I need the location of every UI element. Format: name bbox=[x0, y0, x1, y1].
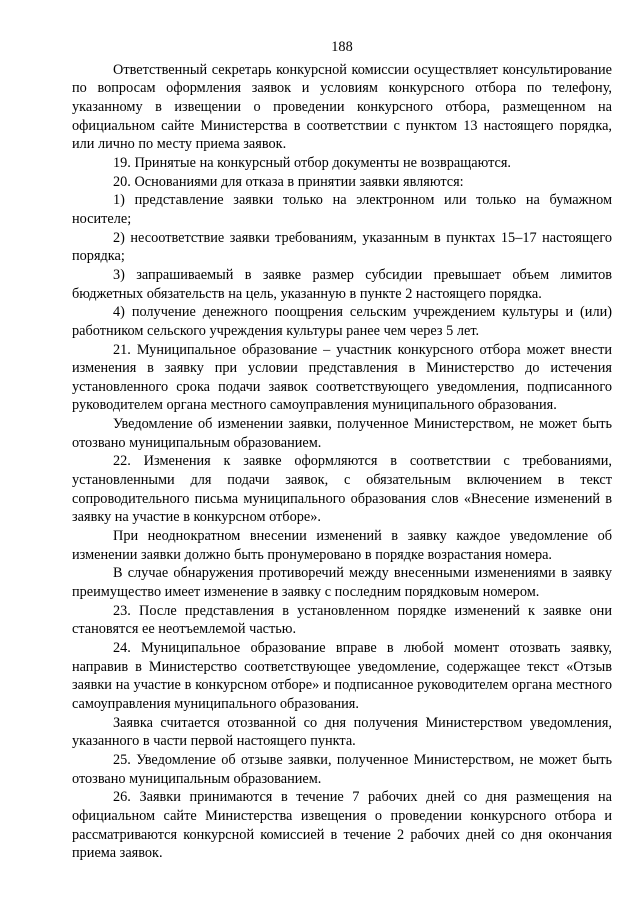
paragraph-item-20-2: 2) несоответствие заявки требованиям, указанным в пунктах 15–17 настоящего порядка; bbox=[72, 229, 612, 265]
paragraph-item-20: 20. Основаниями для отказа в принятии заявки являются: bbox=[113, 173, 464, 190]
paragraph-item-20-4: 4) получение денежного поощрения сельским учреждением культуры и (или) работником сельского учреждения культуры ранее чем через 5 лет. bbox=[72, 304, 612, 339]
paragraph-item-24: 24. Муниципальное образование вправе в любой момент отозвать заявку, направив в Министерство соответствующее уведомление, содержащее текст «Отзыв заявки на участие в конкурсном отборе» и подписанное руководителем органа местного самоуправления муниципального образования. bbox=[72, 640, 612, 712]
paragraph-item-22-precedence: В случае обнаружения противоречий между внесенными изменениями в заявку преимущество имеет изменение в заявку с последним порядковым номером. bbox=[72, 565, 612, 601]
paragraph-item-22: 22. Изменения к заявке оформляются в соответствии с требованиями, установленными для подачи заявок, с обязательным включением в текст сопроводительного письма муниципального образования слов «Внесение изменений в заявку на участие в конкурсном отборе». bbox=[72, 453, 612, 526]
paragraph-item-23: 23. После представления в установленном порядке изменений к заявке они становятся ее неотъемлемой частью. bbox=[72, 602, 612, 638]
paragraph-item-21: 21. Муниципальное образование – участник конкурсного отбора может внести изменения в заявку при условии представления в Министерство до истечения установленного срока подачи заявок соответствующего уведомления, подписанного руководителем органа местного самоуправления муниципального образования. bbox=[72, 341, 612, 414]
paragraph-consultation: Ответственный секретарь конкурсной комиссии осуществляет консультирование по вопросам оформления заявок и условиям конкурсного отбора по телефону, указанному в извещении о проведении конкурсного отбора, размещенном на официальном сайте Министерства в соответствии с пунктом 13 настоящего порядка, или лично по месту приема заявок. bbox=[72, 61, 612, 153]
page-number: 188 bbox=[331, 39, 353, 55]
document-page bbox=[72, 38, 612, 863]
paragraph-item-22-numbering: При неоднократном внесении изменений в заявку каждое уведомление об изменении заявки должно быть пронумеровано в порядке возрастания номера. bbox=[72, 528, 612, 563]
paragraph-item-25: 25. Уведомление об отзыве заявки, полученное Министерством, не может быть отозвано муниципальным образованием. bbox=[72, 751, 612, 787]
paragraph-item-26: 26. Заявки принимаются в течение 7 рабочих дней со дня размещения на официальном сайте Министерства извещения о проведении конкурсного отбора и рассматриваются конкурсной комиссией в течение 2 рабочих дней со дня окончания приема заявок. bbox=[72, 789, 612, 862]
paragraph-item-20-3: 3) запрашиваемый в заявке размер субсидии превышает объем лимитов бюджетных обязательств на цель, указанную в пункте 2 настоящего порядка. bbox=[72, 266, 612, 302]
paragraph-item-20-1: 1) представление заявки только на электронном или только на бумажном носителе; bbox=[72, 192, 612, 227]
paragraph-item-19: 19. Принятые на конкурсный отбор документы не возвращаются. bbox=[113, 154, 512, 171]
paragraph-item-21-notice: Уведомление об изменении заявки, полученное Министерством, не может быть отозвано муниципальным образованием. bbox=[72, 416, 612, 451]
paragraph-item-24-withdrawn: Заявка считается отозванной со дня получения Министерством уведомления, указанного в части первой настоящего пункта. bbox=[72, 714, 612, 750]
